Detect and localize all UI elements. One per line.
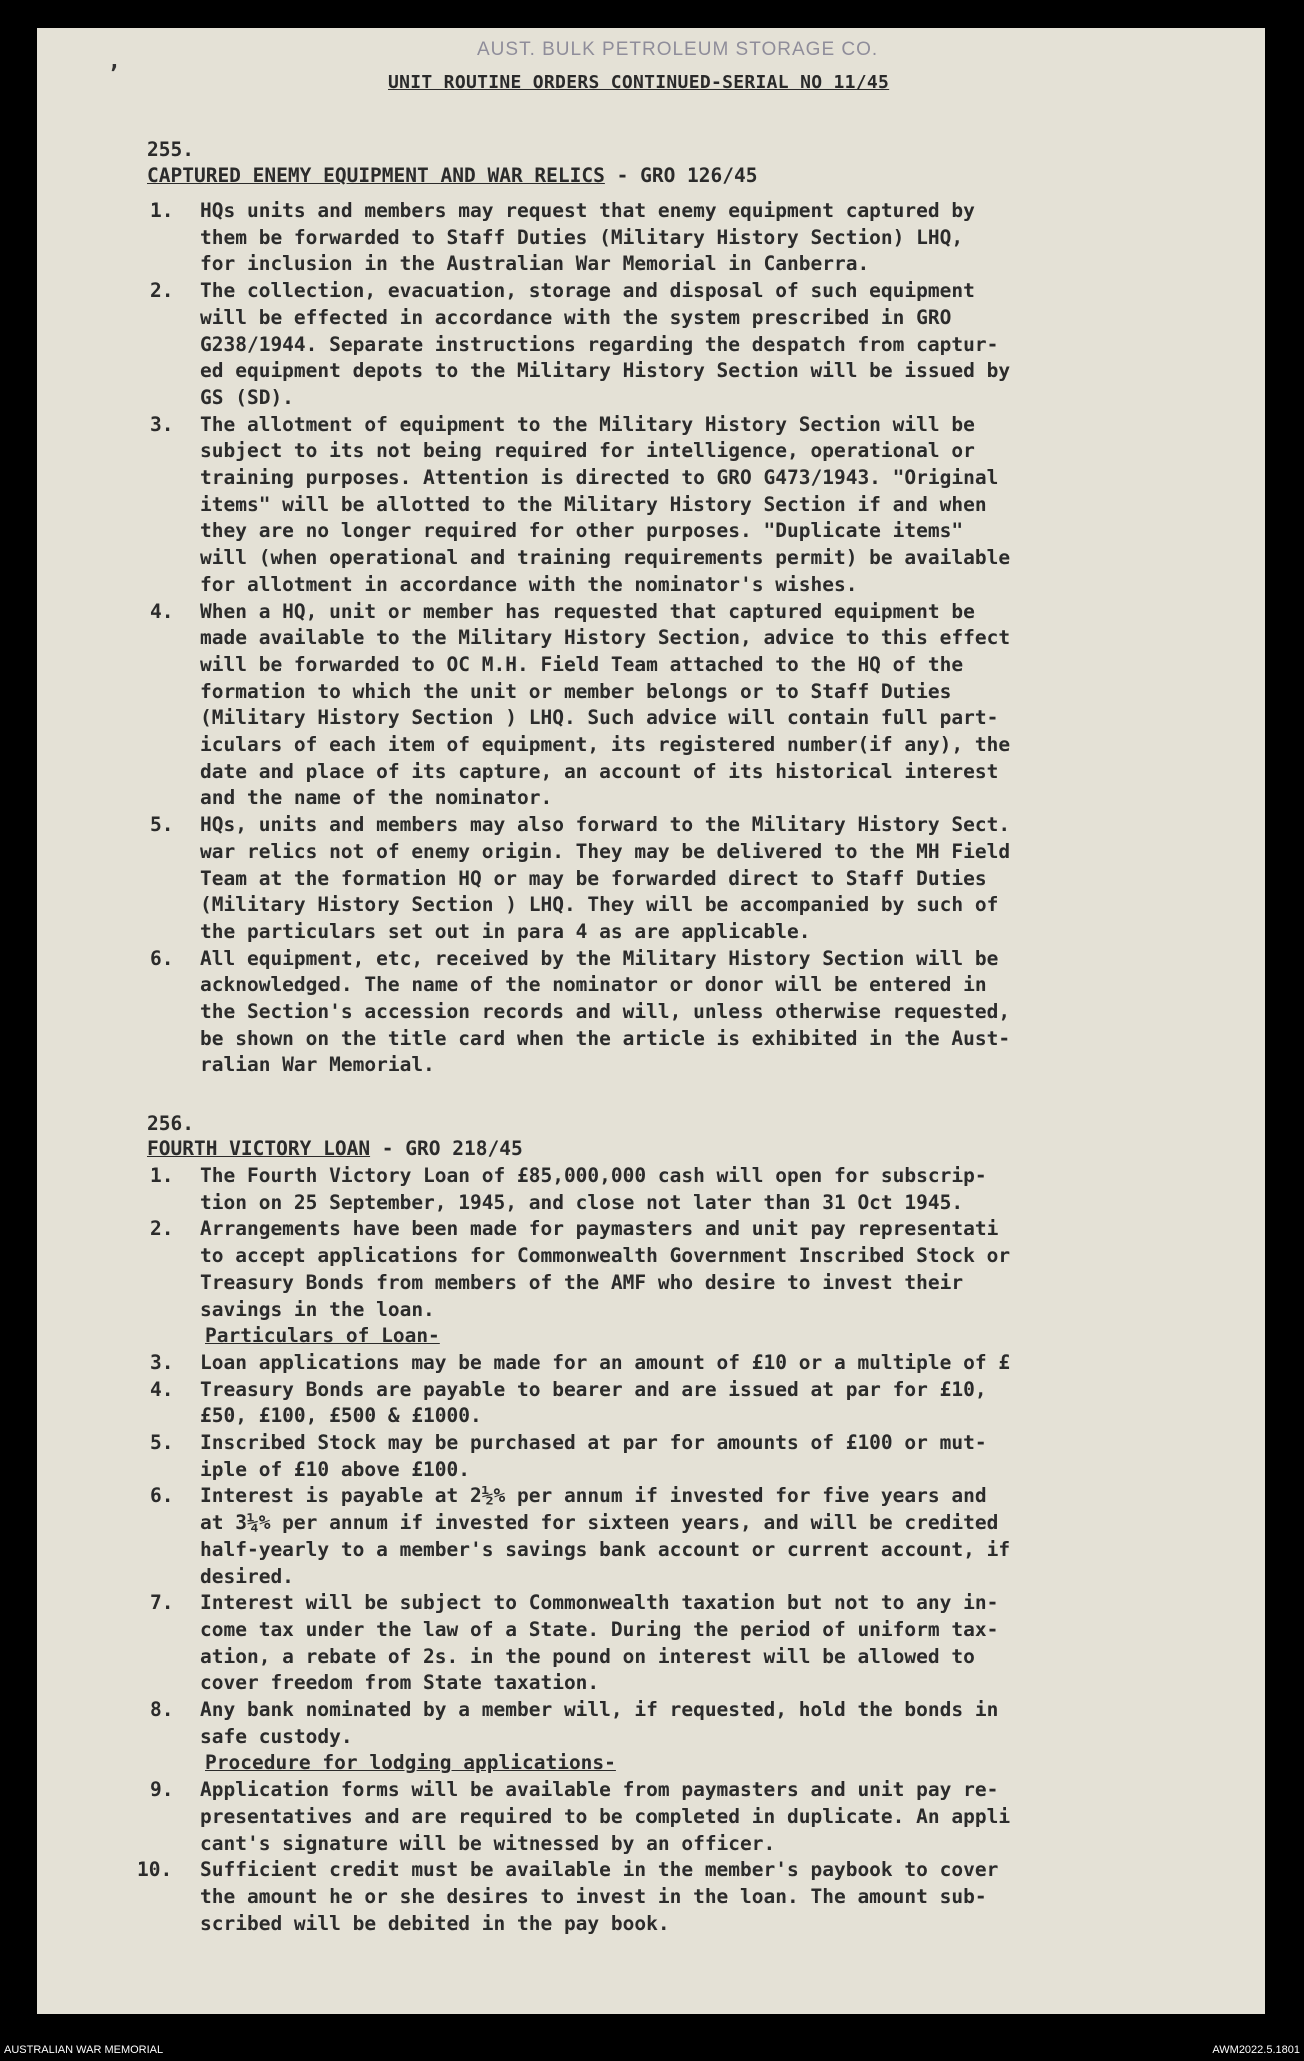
- paragraph-line: desired.: [200, 1564, 294, 1588]
- paragraph-line: presentatives and are required to be completed in duplicate. An appli: [200, 1804, 1011, 1828]
- footer-credit: AUSTRALIAN WAR MEMORIAL: [4, 2044, 164, 2056]
- paragraph-line: Treasury Bonds are payable to bearer and are issued at par for £10,: [200, 1377, 987, 1401]
- paragraph-line: will be forwarded to OC M.H. Field Team attached to the HQ of the: [200, 652, 964, 676]
- paragraph-line: items" will be allotted to the Military History Section if and when: [200, 492, 987, 516]
- paragraph-line: HQs, units and members may also forward to the Military History Sect.: [200, 813, 1011, 837]
- paragraph-line: Interest is payable at 2½% per annum if invested for five years and: [200, 1484, 987, 1508]
- paragraph-line: made available to the Military History Section, advice to this effect: [200, 626, 1011, 650]
- paragraph-line: for allotment in accordance with the nominator's wishes.: [200, 572, 858, 596]
- paragraph-line: iple of £10 above £100.: [200, 1457, 471, 1481]
- paragraph-number: 1.: [150, 199, 174, 222]
- paragraph-number: 1.: [150, 1164, 174, 1187]
- paragraph-line: When a HQ, unit or member has requested that captured equipment be: [200, 599, 975, 623]
- footer-accession-number: AWM2022.5.1801: [1212, 2044, 1300, 2056]
- paragraph-line: tion on 25 September, 1945, and close not later than 31 Oct 1945.: [200, 1190, 964, 1214]
- section-heading-reference: - GRO 126/45: [604, 164, 758, 187]
- paragraph-line: HQs units and members may request that enemy equipment captured by: [200, 199, 975, 222]
- paragraph-line: Sufficient credit must be available in the member's paybook to cover: [200, 1858, 999, 1882]
- paragraph-line: subject to its not being required for intelligence, operational or: [200, 439, 975, 463]
- paragraph-number: 3.: [150, 1350, 174, 1374]
- paragraph-line: to accept applications for Commonwealth Government Inscribed Stock or: [200, 1244, 1011, 1268]
- paragraph-number: 4.: [150, 599, 174, 623]
- section-heading-title: FOURTH VICTORY LOAN: [147, 1137, 371, 1160]
- paragraph-line: ralian War Memorial.: [200, 1053, 435, 1077]
- paragraph-number: 2.: [150, 1217, 174, 1241]
- paragraph-line: Any bank nominated by a member will, if requested, hold the bonds in: [200, 1698, 999, 1721]
- paragraph-line: formation to which the unit or member belongs or to Staff Duties: [200, 679, 952, 703]
- paragraph-line: ation, a rebate of 2s. in the pound on interest will be allowed to: [200, 1644, 975, 1668]
- paragraph-line: and the name of the nominator.: [200, 786, 553, 810]
- paragraph-number: 4.: [150, 1377, 174, 1401]
- subheading: Particulars of Loan-: [205, 1324, 440, 1348]
- paragraph-line: half-yearly to a member's savings bank account or current account, if: [200, 1537, 1011, 1561]
- paragraph-number: 2.: [150, 279, 174, 303]
- paragraph-line: Team at the formation HQ or may be forwarded direct to Staff Duties: [200, 866, 987, 890]
- section-number: 256.: [147, 1112, 194, 1135]
- section-heading: [147, 164, 758, 187]
- paragraph-line: date and place of its capture, an account of its historical interest: [200, 759, 999, 783]
- paragraph-number: 7.: [150, 1591, 174, 1615]
- paragraph-line: Application forms will be available from paymasters and unit pay re-: [200, 1778, 999, 1802]
- paragraph-line: will be effected in accordance with the system prescribed in GRO: [200, 305, 952, 329]
- paragraph-number: 10.: [137, 1858, 173, 1882]
- paragraph-number: 3.: [150, 412, 174, 436]
- paragraph-line: All equipment, etc, received by the Military History Section will be: [200, 946, 999, 970]
- paragraph-line: them be forwarded to Staff Duties (Military History Section) LHQ,: [200, 225, 964, 249]
- paragraph-line: Treasury Bonds from members of the AMF who desire to invest their: [200, 1270, 964, 1294]
- paragraph-line: (Military History Section ) LHQ. Such advice will contain full part-: [200, 706, 999, 730]
- paragraph-line: iculars of each item of equipment, its registered number(if any), the: [200, 733, 1011, 756]
- section-heading: [147, 1137, 523, 1160]
- paragraph-number: 9.: [150, 1778, 174, 1802]
- paragraph-line: Inscribed Stock may be purchased at par for amounts of £100 or mut-: [200, 1431, 987, 1454]
- paragraph-line: Loan applications may be made for an amount of £10 or a multiple of £: [200, 1350, 1011, 1374]
- paragraph-line: G238/1944. Separate instructions regarding the despatch from captur-: [200, 332, 999, 356]
- paragraph-line: cant's signature will be witnessed by an officer.: [200, 1831, 776, 1855]
- paragraph-line: come tax under the law of a State. During the period of uniform tax-: [200, 1617, 999, 1641]
- paragraph-line: they are no longer required for other purposes. "Duplicate items": [200, 519, 964, 543]
- paragraph-line: Arrangements have been made for paymasters and unit pay representati: [200, 1217, 999, 1241]
- paragraph-line: will (when operational and training requirements permit) be available: [200, 546, 1011, 570]
- unit-stamp: AUST. BULK PETROLEUM STORAGE CO.: [477, 39, 879, 60]
- paragraph-line: safe custody.: [200, 1724, 353, 1748]
- paragraph-line: savings in the loan.: [200, 1297, 435, 1321]
- subheading: Procedure for lodging applications-: [205, 1751, 616, 1775]
- paragraph-line: GS (SD).: [200, 385, 294, 409]
- paragraph-line: at 3¼% per annum if invested for sixteen years, and will be credited: [200, 1511, 999, 1535]
- paragraph-line: The collection, evacuation, storage and disposal of such equipment: [200, 279, 975, 303]
- paragraph-line: cover freedom from State taxation.: [200, 1671, 600, 1695]
- paragraph-line: for inclusion in the Australian War Memorial in Canberra.: [200, 252, 870, 276]
- paragraph-number: 5.: [150, 813, 174, 837]
- paragraph-line: the particulars set out in para 4 as are applicable.: [200, 919, 811, 943]
- paragraph-line: The Fourth Victory Loan of £85,000,000 cash will open for subscrip-: [200, 1164, 987, 1187]
- paragraph-line: ed equipment depots to the Military History Section will be issued by: [200, 359, 1011, 383]
- paragraph-line: The allotment of equipment to the Military History Section will be: [200, 412, 975, 436]
- paragraph-line: scribed will be debited in the pay book.: [200, 1911, 670, 1935]
- paragraph-number: 6.: [150, 946, 174, 970]
- section-heading-reference: - GRO 218/45: [370, 1137, 523, 1160]
- paragraph-line: the Section's accession records and will, unless otherwise requested,: [200, 1000, 1011, 1023]
- paragraph-line: be shown on the title card when the article is exhibited in the Aust-: [200, 1026, 1011, 1050]
- section-heading-title: CAPTURED ENEMY EQUIPMENT AND WAR RELICS: [147, 164, 605, 187]
- paragraph-line: £50, £100, £500 & £1000.: [200, 1404, 482, 1428]
- page-title: UNIT ROUTINE ORDERS CONTINUED-SERIAL NO 11/45: [388, 72, 890, 93]
- paragraph-line: (Military History Section ) LHQ. They will be accompanied by such of: [200, 893, 999, 917]
- paragraph-line: war relics not of enemy origin. They may be delivered to the MH Field: [200, 839, 1011, 863]
- paragraph-number: 8.: [150, 1698, 174, 1721]
- paragraph-number: 6.: [150, 1484, 174, 1508]
- paragraph-line: acknowledged. The name of the nominator or donor will be entered in: [200, 973, 987, 997]
- paragraph-line: training purposes. Attention is directed to GRO G473/1943. "Original: [200, 466, 999, 489]
- paragraph-line: Interest will be subject to Commonwealth taxation but not to any in-: [200, 1591, 999, 1615]
- pencil-mark: ’: [107, 62, 121, 87]
- paragraph-number: 5.: [150, 1431, 174, 1454]
- section-number: 255.: [147, 138, 194, 161]
- paragraph-line: the amount he or she desires to invest in the loan. The amount sub-: [200, 1884, 987, 1908]
